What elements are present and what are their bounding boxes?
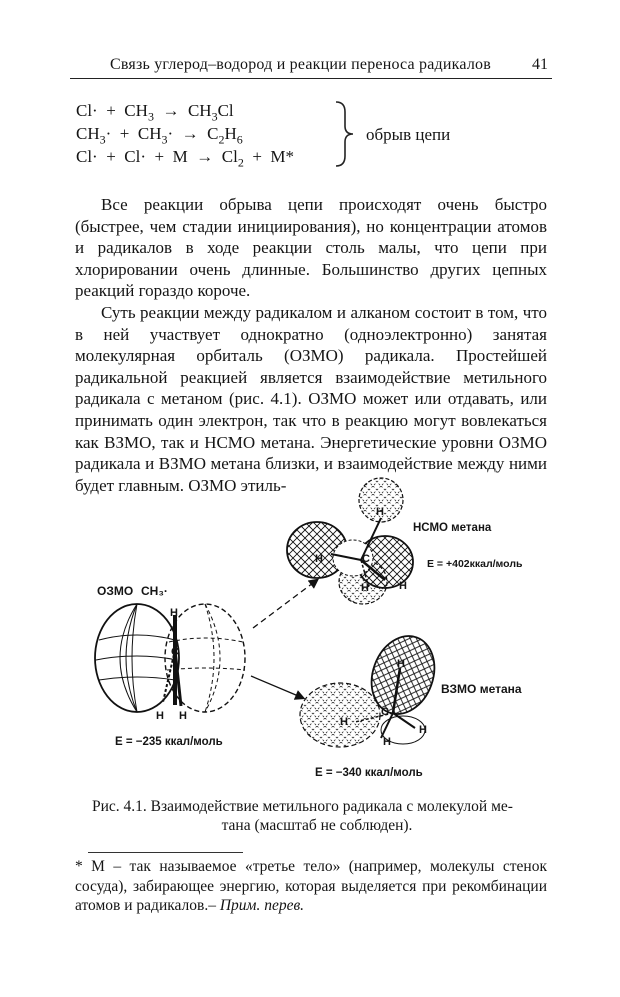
figure-caption bbox=[92, 797, 542, 835]
atom-label-h: H bbox=[383, 736, 391, 748]
somo-label: ОЗМО bbox=[97, 584, 134, 598]
atom-label-c: C bbox=[171, 646, 179, 658]
atom-label-h: H bbox=[170, 607, 178, 619]
somo-energy: E = −235 ккал/моль bbox=[115, 736, 223, 748]
page-number: 41 bbox=[532, 56, 548, 73]
homo-energy: E = −340 ккал/моль bbox=[315, 767, 423, 779]
atom-label-h: H bbox=[179, 710, 187, 722]
footnote bbox=[75, 857, 547, 916]
translator-note: Прим. перев. bbox=[219, 897, 305, 914]
running-header bbox=[70, 56, 550, 78]
atom-label-h: H bbox=[399, 580, 407, 592]
chain-termination-label: обрыв цепи bbox=[366, 125, 451, 144]
body-text bbox=[75, 194, 547, 496]
atom-label-c: C bbox=[381, 706, 389, 718]
atom-label-h: H bbox=[361, 582, 369, 594]
atom-label-h: H bbox=[376, 506, 384, 518]
caption-line: тана (масштаб не соблюден). bbox=[221, 817, 413, 834]
equation-line: $Cl\cdot + CH_3 \to CH_3Cl$ bbox=[76, 101, 234, 124]
running-title: Связь углерод–водород и реакции переноса радикалов bbox=[110, 56, 491, 73]
paragraph: Все реакции обрыва цепи происходят очень быстро (быстрее, чем стадии инициирования), но концентрации атомов и радикалов в ходе реакции столь малы, что цепи при хлорировании очень длинные. Большинство других цепных реакций гораздо короче. bbox=[75, 195, 547, 301]
equation-line: $Cl\cdot + Cl\cdot + M \to Cl_2 + M*$ bbox=[76, 147, 295, 170]
lumo-label: НСМО метана bbox=[413, 522, 492, 534]
atom-label-h: H bbox=[156, 710, 164, 722]
figure-orbital-interaction bbox=[85, 470, 555, 790]
caption-line: Рис. 4.1. Взаимодействие метильного радикала с молекулой ме- bbox=[92, 798, 513, 815]
footnote-rule bbox=[88, 852, 243, 853]
atom-label-h: H bbox=[397, 658, 405, 670]
paragraph: Суть реакции между радикалом и алканом состоит в том, что в ней участвует однократно (одноэлектронно) занятая молекулярная орбиталь (ОЗМО) радикала. Простейшей радикальной реакцией является взаимодействие метильного радикала с метаном (рис. 4.1). ОЗМО может или отдавать, или принимать один электрон, так что в реакцию могут вовлекаться как ВЗМО, так и НСМО метана. Энергетические уровни ОЗМО радикала и ВЗМО метана близки, и взаимодействие между ними будет главным. ОЗМО этиль- bbox=[75, 302, 547, 495]
methane-lumo-orbital bbox=[287, 478, 413, 604]
curly-brace bbox=[334, 100, 356, 168]
equation-line: $CH_3\cdot + CH_3\cdot \to C_2H_6$ bbox=[76, 124, 243, 147]
lumo-energy: E = +402ккал/моль bbox=[427, 558, 523, 570]
footnote-text: * М – так называемое «третье тело» (например, молекулы стенок сосуда), забирающее энергию, которая выделяется при рекомбинации атомов и радикалов.– bbox=[75, 858, 547, 914]
homo-label: ВЗМО метана bbox=[441, 682, 522, 696]
atom-label-h: H bbox=[340, 716, 348, 728]
atom-label-h: H bbox=[315, 553, 323, 565]
methyl-somo-orbital bbox=[95, 604, 245, 712]
atom-label-c: C bbox=[362, 553, 370, 565]
atom-label-h: H bbox=[419, 724, 427, 736]
methyl-formula: CH₃· bbox=[141, 584, 168, 598]
header-rule bbox=[70, 78, 552, 79]
